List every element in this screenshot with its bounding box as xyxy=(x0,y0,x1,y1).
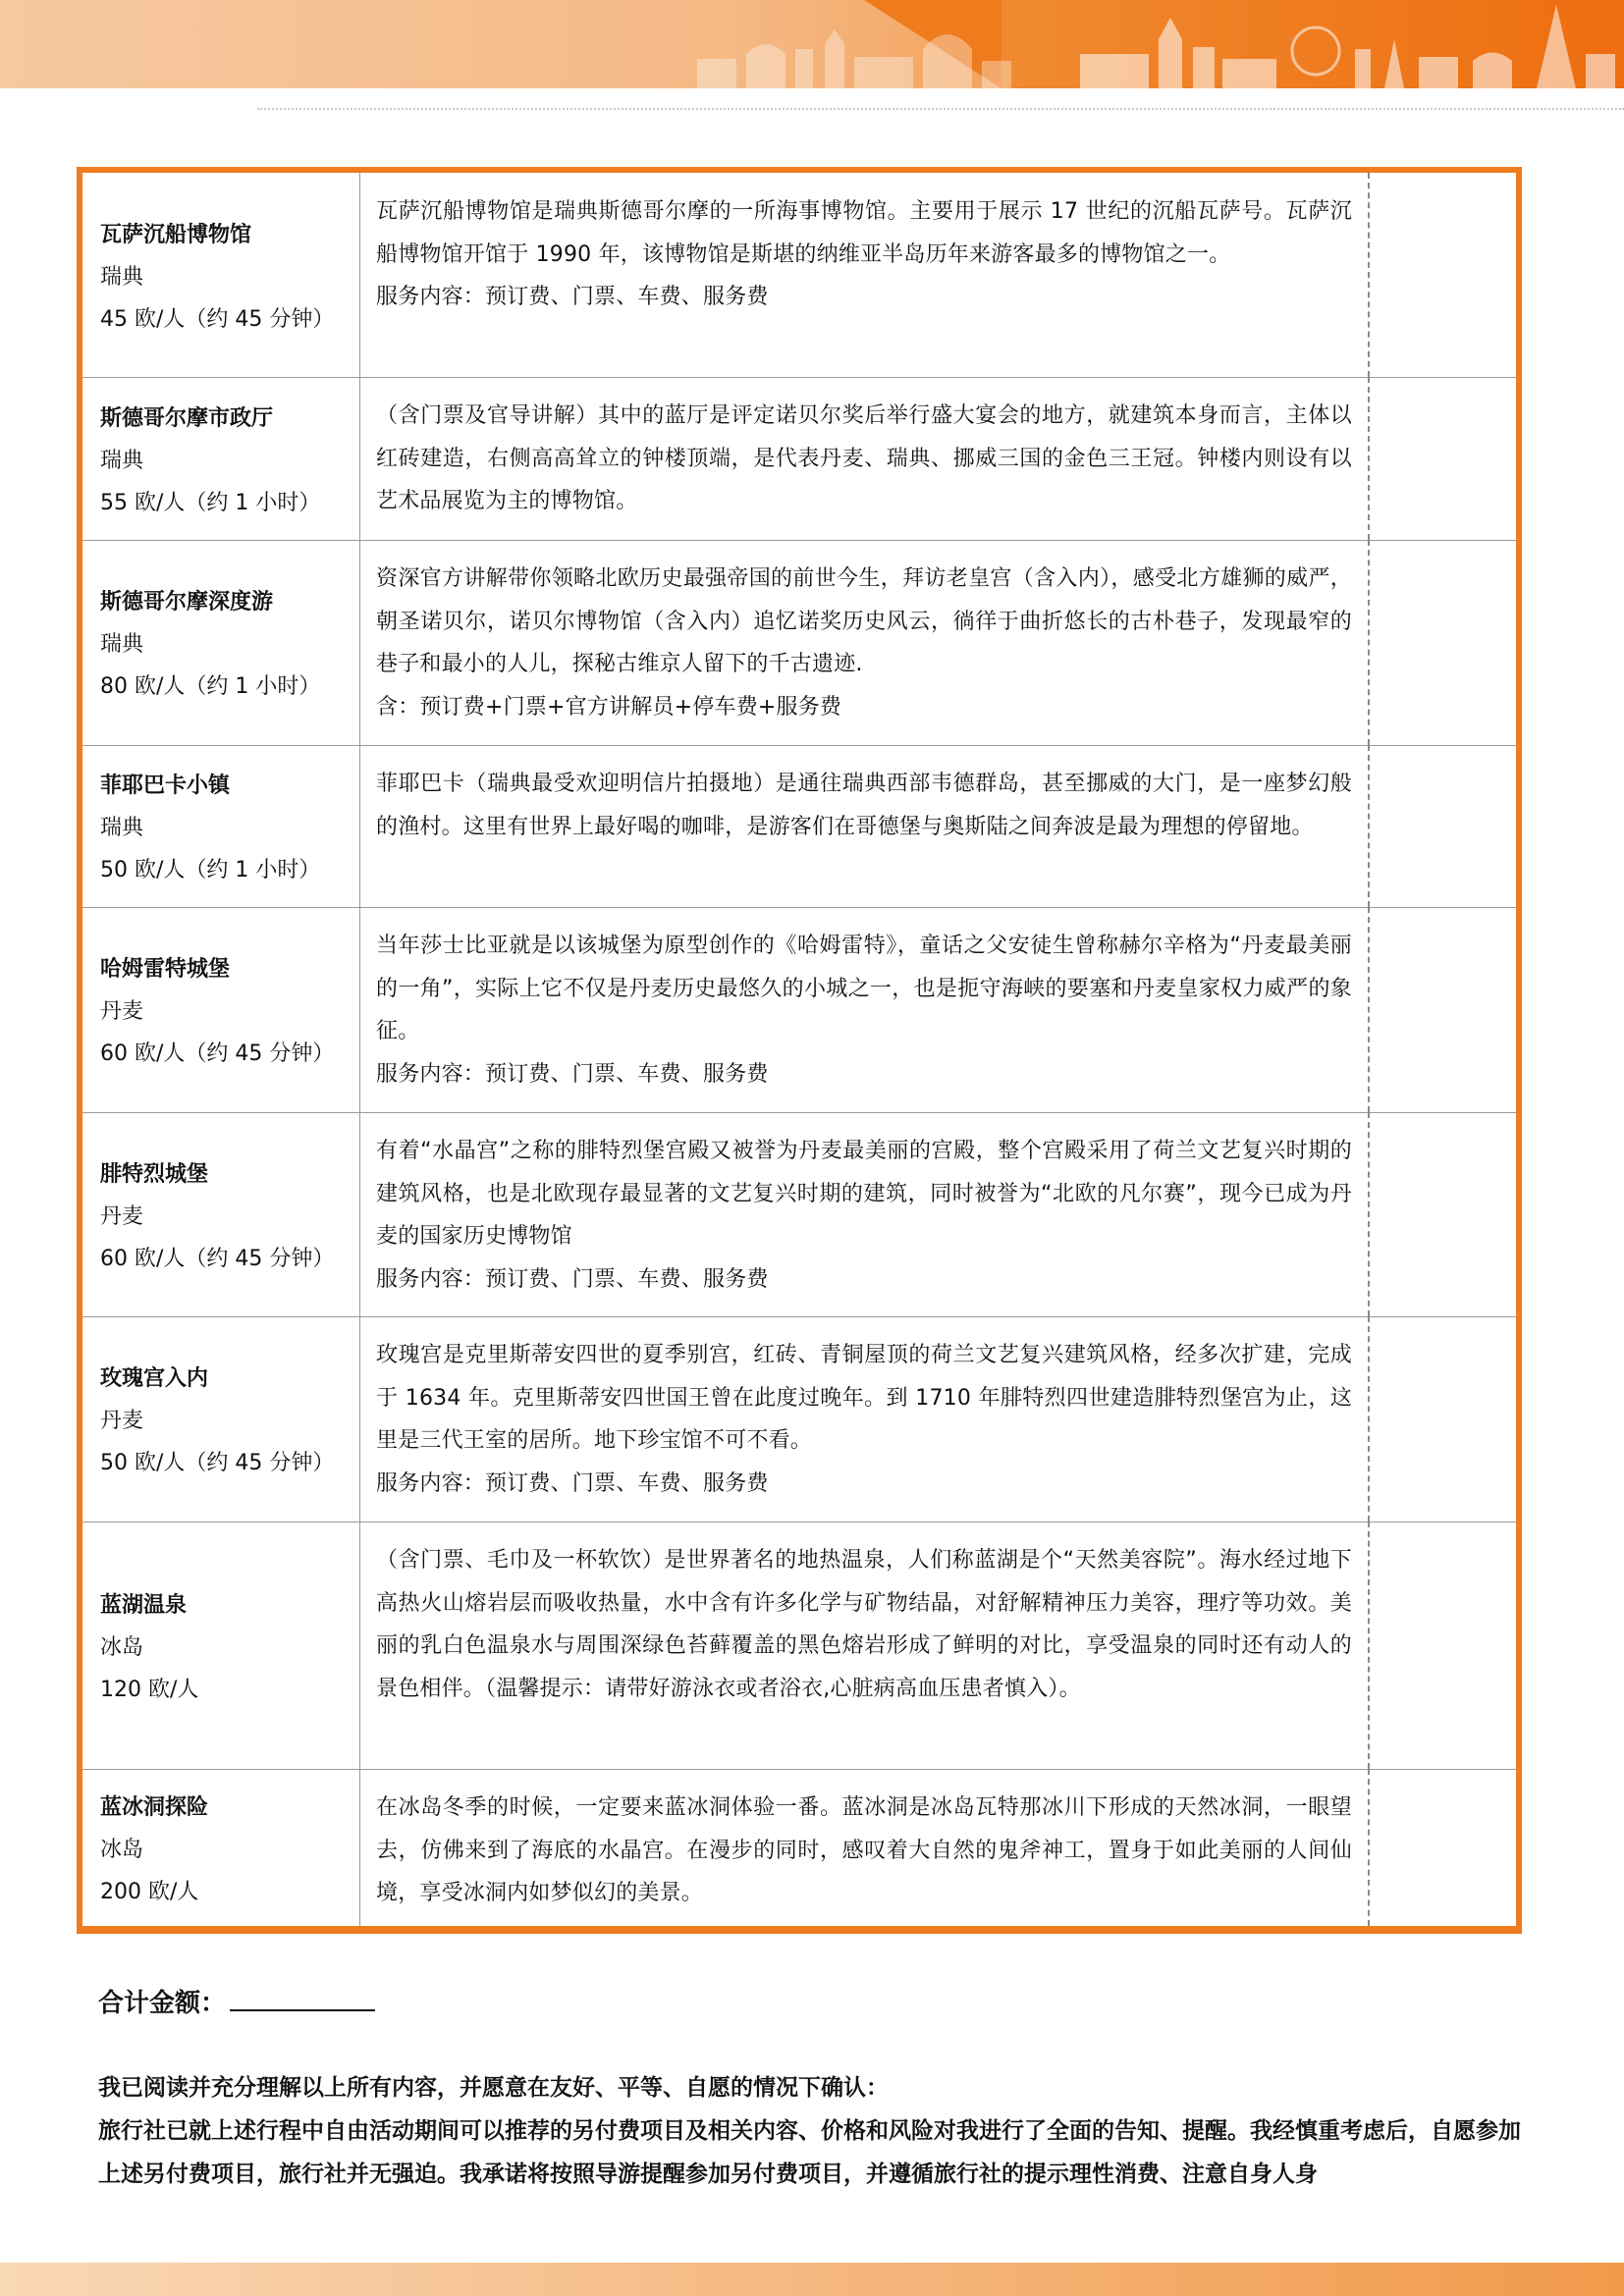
attraction-country: 丹麦 xyxy=(100,1203,144,1229)
confirmation-body: 旅行社已就上述行程中自由活动期间可以推荐的另付费项目及相关内容、价格和风险对我进行了全面的告知、提醒。我经慎重考虑后，自愿参加上述另付费项目，旅行社并无强迫。我承诺将按照导游提醒参加另付费项目，并遵循旅行社的提示理性消费、注意自身人身 xyxy=(98,2118,1521,2187)
attraction-country: 瑞典 xyxy=(100,632,144,657)
confirmation-statement xyxy=(98,2066,1532,2196)
attraction-info-cell xyxy=(82,907,360,1112)
header-band xyxy=(0,0,1624,88)
total-amount xyxy=(98,1983,375,2019)
table-row xyxy=(82,1522,1516,1770)
attraction-info-cell xyxy=(82,377,360,540)
attraction-service: 服务内容：预订费、门票、车费、服务费 xyxy=(376,285,769,309)
attraction-name: 瓦萨沉船博物馆 xyxy=(100,222,252,247)
attraction-description-cell xyxy=(360,745,1370,907)
attraction-name: 蓝湖温泉 xyxy=(100,1592,188,1618)
header-dotted-rule xyxy=(257,108,1624,110)
attraction-price: 120 欧/人 xyxy=(100,1677,199,1702)
attraction-country: 冰岛 xyxy=(100,1634,144,1660)
attraction-service: 含：预订费+门票+官方讲解员+停车费+服务费 xyxy=(376,694,842,720)
attraction-name: 哈姆雷特城堡 xyxy=(100,957,231,982)
blank-cell xyxy=(1370,1769,1516,1926)
table-row xyxy=(82,907,1516,1113)
attraction-description: 瓦萨沉船博物馆是瑞典斯德哥尔摩的一所海事博物馆。主要用于展示 17 世纪的沉船瓦萨号。瓦萨沉船博物馆开馆于 1990 年，该博物馆是斯堪的纳维亚半岛历年来游客最多的博物馆之一。 xyxy=(376,199,1352,267)
attraction-name: 菲耶巴卡小镇 xyxy=(100,774,231,798)
attraction-price: 50 欧/人（约 45 分钟） xyxy=(100,1451,335,1475)
attraction-price: 80 欧/人（约 1 小时） xyxy=(100,674,321,699)
attraction-info-cell xyxy=(82,1316,360,1522)
table-row xyxy=(82,1769,1516,1926)
confirmation-heading: 我已阅读并充分理解以上所有内容，并愿意在友好、平等、自愿的情况下确认： xyxy=(98,2075,889,2101)
total-amount-label: 合计金额： xyxy=(98,1989,227,2018)
table-row xyxy=(82,1112,1516,1317)
attraction-name: 腓特烈城堡 xyxy=(100,1161,209,1187)
attraction-description: 有着“水晶宫”之称的腓特烈堡宫殿又被誉为丹麦最美丽的宫殿，整个宫殿采用了荷兰文艺复兴时期的建筑风格，也是北欧现存最显著的文艺复兴时期的建筑，同时被誉为“北欧的凡尔赛”，现今已成为丹麦的国家历史博物馆 xyxy=(376,1139,1352,1249)
attraction-info-cell xyxy=(82,1522,360,1769)
attraction-name: 斯德哥尔摩深度游 xyxy=(100,590,274,614)
attraction-info-cell xyxy=(82,173,360,377)
attraction-name: 斯德哥尔摩市政厅 xyxy=(100,405,274,431)
attraction-price: 60 欧/人（约 45 分钟） xyxy=(100,1041,335,1066)
blank-cell xyxy=(1370,1522,1516,1769)
attraction-info-cell xyxy=(82,540,360,745)
attraction-description: 玫瑰宫是克里斯蒂安四世的夏季别宫，红砖、青铜屋顶的荷兰文艺复兴建筑风格，经多次扩建，完成于 1634 年。克里斯蒂安四世国王曾在此度过晚年。到 1710 年腓特烈四世建造腓特烈堡宫为止，这里是三代王室的居所。地下珍宝馆不可不看。 xyxy=(376,1343,1352,1453)
attraction-description-cell xyxy=(360,377,1370,540)
attraction-description: 菲耶巴卡（瑞典最受欢迎明信片拍摄地）是通往瑞典西部韦德群岛，甚至挪威的大门，是一座梦幻般的渔村。这里有世界上最好喝的咖啡，是游客们在哥德堡与奥斯陆之间奔波是最为理想的停留地。 xyxy=(376,772,1352,839)
table-row xyxy=(82,173,1516,378)
footer-band xyxy=(0,2263,1624,2296)
attractions-table xyxy=(77,167,1522,1934)
attraction-info-cell xyxy=(82,1112,360,1316)
attraction-country: 冰岛 xyxy=(100,1837,144,1862)
blank-cell xyxy=(1370,907,1516,1112)
attraction-description-cell xyxy=(360,540,1370,745)
attraction-description-cell xyxy=(360,1316,1370,1522)
attraction-country: 丹麦 xyxy=(100,1409,144,1433)
attraction-service: 服务内容：预订费、门票、车费、服务费 xyxy=(376,1061,769,1087)
table-row xyxy=(82,377,1516,541)
blank-cell xyxy=(1370,1112,1516,1316)
attraction-description: 在冰岛冬季的时候，一定要来蓝冰洞体验一番。蓝冰洞是冰岛瓦特那冰川下形成的天然冰洞，一眼望去，仿佛来到了海底的水晶宫。在漫步的同时，感叹着大自然的鬼斧神工，置身于如此美丽的人间仙境，享受冰洞内如梦似幻的美景。 xyxy=(376,1795,1352,1905)
total-amount-blank-field[interactable] xyxy=(230,1986,375,2011)
table-row xyxy=(82,1316,1516,1522)
attraction-price: 50 欧/人（约 1 小时） xyxy=(100,858,321,882)
attraction-description: （含门票、毛巾及一杯软饮）是世界著名的地热温泉，人们称蓝湖是个“天然美容院”。海水经过地下高热火山熔岩层而吸收热量，水中含有许多化学与矿物结晶，对舒解精神压力美容，理疗等功效。美丽的乳白色温泉水与周围深绿色苔藓覆盖的黑色熔岩形成了鲜明的对比，享受温泉的同时还有动人的景色相伴。（温馨提示：请带好游泳衣或者浴衣,心脏病高血压患者慎入）。 xyxy=(376,1548,1352,1701)
blank-cell xyxy=(1370,1316,1516,1522)
attraction-price: 60 欧/人（约 45 分钟） xyxy=(100,1246,335,1271)
table-row xyxy=(82,540,1516,746)
attraction-info-cell xyxy=(82,745,360,907)
blank-cell xyxy=(1370,377,1516,540)
attraction-country: 瑞典 xyxy=(100,816,144,840)
attraction-description: 当年莎士比亚就是以该城堡为原型创作的《哈姆雷特》，童话之父安徒生曾称赫尔辛格为“丹麦最美丽的一角”，实际上它不仅是丹麦历史最悠久的小城之一，也是扼守海峡的要塞和丹麦皇家权力威严的象征。 xyxy=(376,934,1352,1043)
city-skyline-icon xyxy=(687,0,1624,88)
attraction-description-cell xyxy=(360,1112,1370,1316)
attraction-name: 蓝冰洞探险 xyxy=(100,1794,209,1820)
attraction-country: 丹麦 xyxy=(100,999,144,1024)
blank-cell xyxy=(1370,173,1516,377)
blank-cell xyxy=(1370,540,1516,745)
attraction-description: （含门票及官导讲解）其中的蓝厅是评定诺贝尔奖后举行盛大宴会的地方，就建筑本身而言，主体以红砖建造，右侧高高耸立的钟楼顶端，是代表丹麦、瑞典、挪威三国的金色三王冠。钟楼内则设有以艺术品展览为主的博物馆。 xyxy=(376,403,1352,513)
attraction-service: 服务内容：预订费、门票、车费、服务费 xyxy=(376,1470,769,1496)
blank-cell xyxy=(1370,745,1516,907)
attraction-description-cell xyxy=(360,907,1370,1112)
table-row xyxy=(82,745,1516,908)
attraction-country: 瑞典 xyxy=(100,264,144,290)
attraction-description-cell xyxy=(360,173,1370,377)
attraction-price: 200 欧/人 xyxy=(100,1879,199,1904)
attraction-service: 服务内容：预订费、门票、车费、服务费 xyxy=(376,1266,769,1292)
attraction-description-cell xyxy=(360,1769,1370,1926)
attraction-description: 资深官方讲解带你领略北欧历史最强帝国的前世今生，拜访老皇宫（含入内），感受北方雄狮的威严，朝圣诺贝尔，诺贝尔博物馆（含入内）追忆诺奖历史风云，徜徉于曲折悠长的古朴巷子，发现最窄的巷子和最小的人儿，探秘古维京人留下的千古遗迹. xyxy=(376,566,1352,676)
attraction-country: 瑞典 xyxy=(100,448,144,473)
attraction-name: 玫瑰宫入内 xyxy=(100,1366,209,1391)
attraction-price: 45 欧/人（约 45 分钟） xyxy=(100,306,335,332)
attraction-description-cell xyxy=(360,1522,1370,1769)
attraction-info-cell xyxy=(82,1769,360,1926)
attraction-price: 55 欧/人（约 1 小时） xyxy=(100,490,321,515)
